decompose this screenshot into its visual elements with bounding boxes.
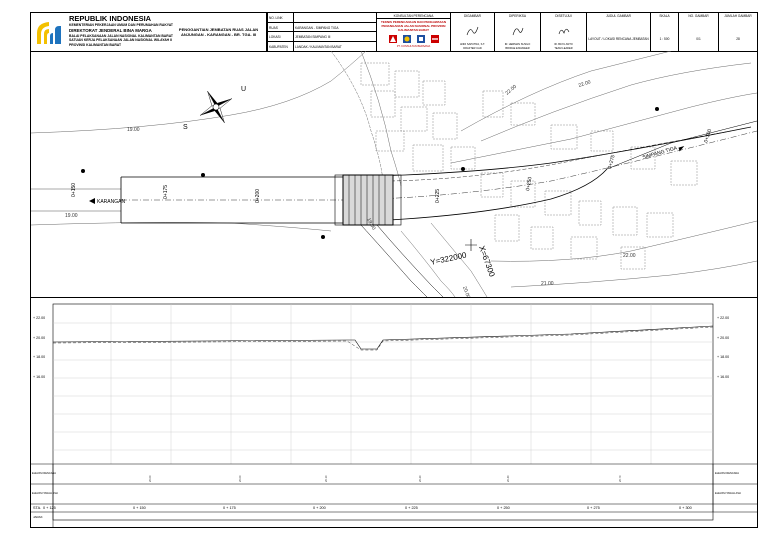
station-label: 0+200 (255, 188, 261, 203)
satker-name: SATUAN KERJA PELAKSANAAN JALAN NASIONAL WILAYAH II (69, 38, 172, 43)
compass-north-label: U (241, 86, 247, 93)
scale-cell (651, 13, 679, 51)
table-value: 20.00 (149, 475, 152, 482)
profile-drawing (31, 298, 757, 528)
role-title: DRAFTER CAD (463, 46, 482, 50)
row-label: ELEVASI TANAH ASLI (715, 492, 742, 495)
directorate-name: DIREKTORAT JENDERAL BINA MARGA (69, 27, 152, 33)
role-label: DISETUJUI (555, 14, 572, 18)
balai-name: BALAI PELAKSANAAN JALAN NASIONAL KALIMANTAN BARAT (69, 33, 173, 38)
role-title: BRIDGE ENGINEER (505, 46, 530, 50)
row-label: ELEVASI RENCANA (32, 472, 57, 475)
long-profile (31, 297, 757, 528)
table-row-labels (32, 471, 741, 495)
field-value: LANDAK / KALIMANTAN BARAT (295, 44, 342, 49)
elevation-axis (33, 316, 729, 379)
country-name: REPUBLIK INDONESIA (69, 14, 152, 23)
consultant-label: KONSULTAN PERENCANA (393, 14, 434, 18)
row-label: ELEVASI TANAH ASLI (32, 492, 59, 495)
consultant-cell (377, 13, 451, 51)
project-title: PENGGANTIAN JEMBATAN RUAS JALAN ANJUNGAN - KARANGAN - BR. TGA. III (178, 27, 259, 38)
sheet-title-cell (587, 13, 651, 51)
station-label: 0+300 (703, 128, 714, 144)
plan-view (31, 51, 757, 297)
role-label: DIGAMBAR (463, 14, 481, 18)
elev-label: + 16.00 (717, 375, 730, 379)
scale-value: 1 : 500 (659, 37, 670, 41)
field-label: KABUPATEN (269, 44, 288, 49)
role-label: DIPERIKSA (508, 14, 526, 18)
role-checked-cell (495, 13, 541, 51)
road-alignment (31, 121, 757, 223)
drawing-no-cell (679, 13, 719, 51)
consultant-logos-icon (387, 34, 441, 44)
contour-label: 22.00 (623, 253, 636, 259)
sheet-title-label: JUDUL GAMBAR (606, 14, 631, 18)
jarak-label: JARAK (33, 515, 43, 519)
consultant-line1: TEKNIS PERENCANAAN DAN PENGAWASAN (380, 20, 446, 24)
station: 0 + 150 (133, 506, 146, 510)
coord-x: X=67300 (477, 244, 497, 279)
contour-label: 21.00 (541, 281, 554, 287)
station: 0 + 225 (405, 506, 418, 510)
contour-label: 19.00 (365, 217, 377, 231)
project-cell (171, 13, 267, 51)
table-value: 20.40 (507, 475, 510, 482)
station: 0 + 250 (497, 506, 510, 510)
direction-right: SIMPANG TIGA (641, 145, 678, 161)
station: 0 + 125 (43, 506, 56, 510)
role-name: IR. HERMAN SUSILO (504, 43, 531, 46)
station-label: 0+275 (607, 154, 617, 170)
profile-grid (53, 304, 713, 464)
consultant-line2: PENANGANAN JALAN NASIONAL PROVINSI KALIMANTAN BARAT (381, 24, 446, 32)
role-name: ANDI SAPUTRA, S.T. (459, 43, 486, 46)
field-value: JEMBATAN SIMPANG III (295, 35, 331, 39)
station-label: 0+175 (163, 184, 169, 199)
fields-cell (267, 13, 377, 51)
coord-y: Y=322000 (429, 250, 468, 267)
table-value: 20.70 (619, 475, 622, 482)
contour-label: 20.00 (461, 285, 472, 297)
arrow-right-icon (679, 146, 686, 151)
title-block (31, 13, 757, 52)
elev-label: + 18.00 (33, 355, 46, 359)
elev-label: + 20.00 (717, 336, 730, 340)
drawing-no: 0/1 (696, 37, 701, 41)
sta-label: STA. (33, 506, 42, 510)
elev-label: + 20.00 (33, 336, 46, 340)
field-value: KARANGAN - SIMPANG TIGA (295, 25, 339, 30)
plan-drawing (31, 51, 757, 297)
elev-label: + 18.00 (717, 355, 730, 359)
direction-left: KARANGAN (97, 199, 126, 205)
elev-label: + 22.00 (717, 316, 730, 320)
station-label: 0+150 (71, 182, 77, 197)
profile-table (31, 464, 757, 528)
signature-icon (511, 25, 525, 37)
station: 0 + 175 (223, 506, 236, 510)
signature-icon (466, 25, 480, 37)
contour-lines (31, 51, 757, 297)
contour-label: 19.00 (127, 127, 140, 133)
station-label: 0+250 (525, 176, 534, 192)
compass-south-label: S (183, 124, 188, 131)
station-label: 0+225 (435, 188, 441, 203)
province-name: PROVINSI KALIMANTAN BARAT (69, 42, 122, 47)
field-label: NO. LINK (269, 16, 283, 20)
signature-icon (557, 25, 571, 37)
compass-rose-icon (192, 83, 241, 132)
contour-label: 22.00 (504, 83, 518, 97)
drawing-no-label: NO. GAMBAR (688, 14, 709, 18)
profile-stations (33, 506, 692, 519)
elev-label: + 22.00 (33, 316, 46, 320)
role-approved-cell (541, 13, 587, 51)
table-value: 20.10 (325, 475, 328, 482)
station: 0 + 275 (587, 506, 600, 510)
total-label: JUMLAH GAMBAR (724, 14, 752, 18)
ministry-name: KEMENTERIAN PEKERJAAN UMUM DAN PERUMAHAN RAKYAT (69, 23, 173, 28)
sheet-title: LAYOUT / LOKASI RENCANA JEMBATAN (588, 37, 649, 41)
contour-label: 19.00 (65, 213, 78, 219)
role-name: IR. BAYU ANTO (554, 43, 573, 46)
grid-coordinate-mark (430, 239, 497, 279)
table-value: 20.00 (239, 475, 242, 482)
elev-label: + 16.00 (33, 375, 46, 379)
total-cell (719, 13, 757, 51)
role-title: TEAM LEADER (554, 46, 573, 50)
consultant-line3: PT. KONSULTAN BERSAMA (396, 45, 431, 48)
station: 0 + 200 (313, 506, 326, 510)
field-label: RUAS (269, 25, 278, 30)
scale-label: SKALA (659, 14, 670, 18)
field-label: LOKASI (269, 35, 281, 39)
drawing-sheet (30, 12, 758, 528)
total-value: 28 (736, 37, 740, 41)
station: 0 + 300 (679, 506, 692, 510)
role-drawn-cell (451, 13, 495, 51)
ministry-logo-icon (34, 17, 64, 47)
table-values (148, 475, 622, 482)
row-label: ELEVASI RENCANA (715, 472, 740, 475)
table-value: 20.20 (419, 475, 422, 482)
arrow-left-icon (89, 198, 95, 204)
contour-label: 22.00 (577, 79, 592, 89)
